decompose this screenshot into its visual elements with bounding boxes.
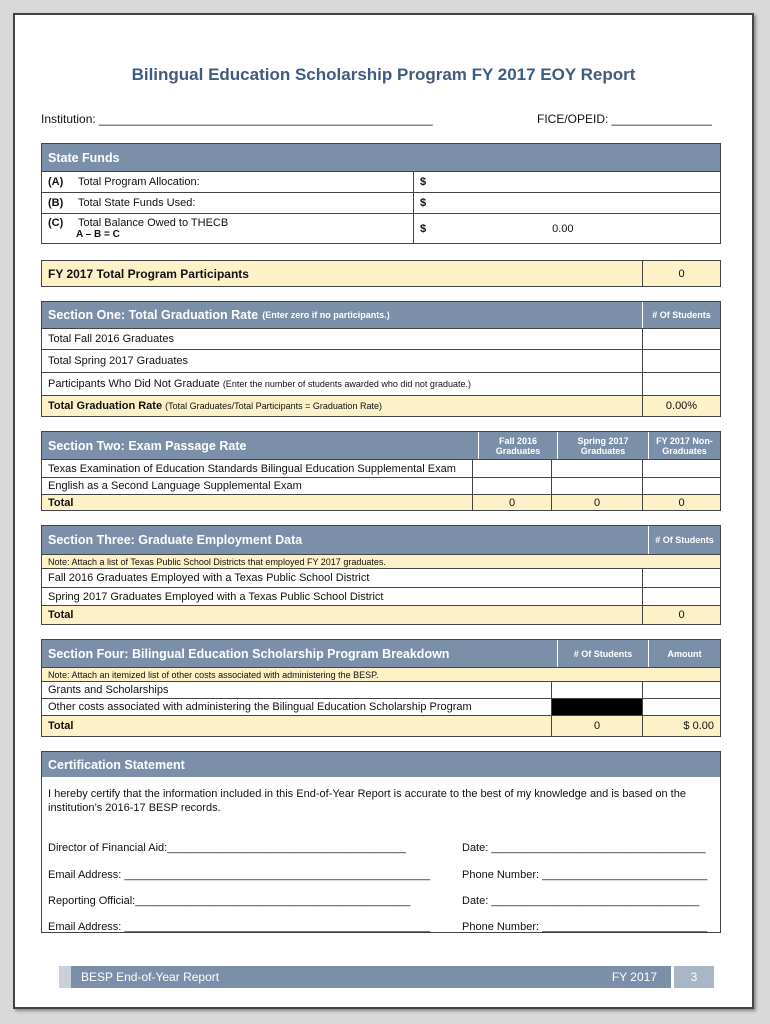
row-label: Total Fall 2016 Graduates — [48, 333, 174, 345]
balance-formula: A – B = C — [76, 229, 120, 240]
fall-employed-input[interactable] — [642, 569, 720, 587]
total-row — [42, 715, 720, 736]
allocation-input[interactable] — [413, 172, 720, 192]
page-footer — [59, 966, 714, 988]
fall-exam-input[interactable] — [472, 460, 551, 477]
certification-block — [41, 751, 721, 933]
table-row — [42, 372, 720, 395]
row-label: Texas Examination of Education Standards Bilingual Education Supplemental Exam — [48, 462, 456, 475]
grants-amount-input[interactable] — [642, 682, 720, 698]
total-label: Total — [48, 496, 74, 509]
section-four-header — [42, 640, 720, 667]
footer-bar — [71, 966, 671, 988]
spring-employed-input[interactable] — [642, 588, 720, 605]
spring-esl-input[interactable] — [551, 478, 642, 494]
section-one-header — [42, 302, 720, 328]
participants-label: FY 2017 Total Program Participants — [48, 266, 249, 281]
graduation-rate-value: 0.00% — [642, 396, 720, 416]
certification-header: Certification Statement — [42, 752, 720, 777]
institution-field[interactable]: Institution: __________________________________________________ — [41, 112, 433, 126]
non-grad-esl-input[interactable] — [642, 478, 720, 494]
email-field[interactable]: Email Address: __________________________________________________ — [48, 921, 431, 933]
phone-field[interactable]: Phone Number: ___________________________ — [462, 921, 708, 933]
currency-sign: $ — [420, 176, 427, 188]
note-row — [42, 667, 720, 681]
total-label: Total — [48, 720, 74, 732]
email-field[interactable]: Email Address: __________________________________________________ — [48, 869, 431, 881]
row-label: Participants Who Did Not Graduate — [48, 378, 220, 390]
total-row — [42, 605, 720, 624]
table-row — [42, 328, 720, 349]
total-label: Total Graduation Rate — [48, 400, 163, 412]
row-label: English as a Second Language Supplemental Exam — [48, 480, 302, 492]
row-label: Total Spring 2017 Graduates — [48, 355, 189, 367]
state-funds-header: State Funds — [42, 144, 720, 171]
currency-sign: $ — [420, 222, 427, 235]
spring-total: 0 — [551, 495, 642, 510]
amount-total: $ 0.00 — [642, 716, 720, 736]
blacked-out-cell — [551, 699, 642, 715]
state-funds-row-b — [42, 192, 720, 213]
funds-used-input[interactable] — [413, 193, 720, 213]
grants-students-input[interactable] — [551, 682, 642, 698]
fall-total: 0 — [472, 495, 551, 510]
section-two-header — [42, 432, 720, 459]
fall-col-header: Fall 2016 Graduates — [478, 432, 557, 459]
students-total: 0 — [551, 716, 642, 736]
state-funds-row-a — [42, 171, 720, 192]
spring-graduates-input[interactable] — [642, 350, 720, 372]
total-row — [42, 494, 720, 510]
fall-esl-input[interactable] — [472, 478, 551, 494]
section-one-title: Section One: Total Graduation Rate — [48, 308, 259, 322]
page-number: 3 — [674, 966, 714, 988]
employed-total: 0 — [642, 606, 720, 624]
non-grad-total: 0 — [642, 495, 720, 510]
balance-value-cell — [413, 214, 720, 243]
section-three-title: Section Three: Graduate Employment Data — [48, 533, 303, 547]
section-four-note: Note: Attach an itemized list of other costs associated with administering the BESP. — [48, 669, 379, 680]
spring-col-header: Spring 2017 Graduates — [557, 432, 648, 459]
footer-year: FY 2017 — [611, 970, 657, 984]
total-label: Total — [48, 609, 74, 621]
note-row — [42, 554, 720, 568]
not-graduated-input[interactable] — [642, 373, 720, 395]
fice-field[interactable]: FICE/OPEID: _______________ — [537, 112, 712, 126]
row-letter: (A) — [48, 176, 64, 188]
phone-field[interactable]: Phone Number: ___________________________ — [462, 869, 708, 881]
row-label: Total State Funds Used: — [78, 197, 196, 209]
row-letter: (B) — [48, 197, 64, 209]
footer-accent — [59, 966, 71, 988]
table-row — [42, 681, 720, 698]
table-row — [42, 477, 720, 494]
page-title: Bilingual Education Scholarship Program FY 2017 EOY Report — [131, 65, 636, 84]
spring-exam-input[interactable] — [551, 460, 642, 477]
fall-graduates-input[interactable] — [642, 329, 720, 349]
non-grad-col-header: FY 2017 Non-Graduates — [648, 432, 720, 459]
reporting-official-field[interactable]: Reporting Official:_____________________________________________ — [48, 895, 411, 907]
row-label: Spring 2017 Graduates Employed with a Texas Public School District — [48, 590, 384, 603]
non-grad-exam-input[interactable] — [642, 460, 720, 477]
students-col-header: # Of Students — [642, 302, 720, 328]
row-note: (Enter the number of students awarded who did not graduate.) — [222, 379, 471, 389]
table-row — [42, 587, 720, 605]
row-label: Grants and Scholarships — [48, 684, 169, 696]
section-four-block — [41, 639, 721, 737]
section-two-title: Section Two: Exam Passage Rate — [48, 438, 247, 453]
table-row — [42, 568, 720, 587]
state-funds-block — [41, 143, 721, 244]
report-page — [13, 13, 754, 1009]
row-label: Other costs associated with administering the Bilingual Education Scholarship Program — [48, 701, 472, 713]
footer-title: BESP End-of-Year Report — [81, 970, 220, 984]
students-col-header: # Of Students — [557, 640, 648, 667]
participants-value: 0 — [642, 261, 720, 286]
currency-sign: $ — [420, 197, 427, 209]
section-three-block — [41, 525, 721, 625]
total-note: (Total Graduates/Total Participants = Graduation Rate) — [165, 401, 382, 411]
date-field[interactable]: Date: __________________________________ — [462, 895, 700, 907]
table-row — [42, 349, 720, 372]
section-three-header — [42, 526, 720, 554]
amount-col-header: Amount — [648, 640, 720, 667]
students-col-header: # Of Students — [648, 526, 720, 554]
section-one-block — [41, 301, 721, 417]
section-one-subtitle: (Enter zero if no participants.) — [262, 310, 390, 320]
row-label: Total Program Allocation: — [78, 176, 200, 188]
director-field[interactable]: Director of Financial Aid:_______________________________________ — [48, 842, 406, 854]
other-costs-amount-input[interactable] — [642, 699, 720, 715]
section-three-note: Note: Attach a list of Texas Public School Districts that employed FY 2017 graduates. — [48, 556, 386, 567]
section-four-title: Section Four: Bilingual Education Scholarship Program Breakdown — [48, 646, 450, 661]
state-funds-row-c — [42, 213, 720, 243]
table-row — [42, 698, 720, 715]
total-row — [42, 395, 720, 416]
table-row — [42, 459, 720, 477]
row-letter: (C) — [48, 217, 64, 229]
certification-text: I hereby certify that the information included in this End-of-Year Report is accurate to the best of my knowledge and is based on the institution’s 2016-17 BESP records. — [48, 788, 686, 814]
row-label: Fall 2016 Graduates Employed with a Texas Public School District — [48, 572, 370, 584]
section-two-block — [41, 431, 721, 511]
participants-row — [41, 260, 721, 287]
balance-value: 0.00 — [552, 222, 574, 235]
row-label: Total Balance Owed to THECB — [78, 217, 229, 229]
date-field[interactable]: Date: ___________________________________ — [462, 842, 706, 854]
